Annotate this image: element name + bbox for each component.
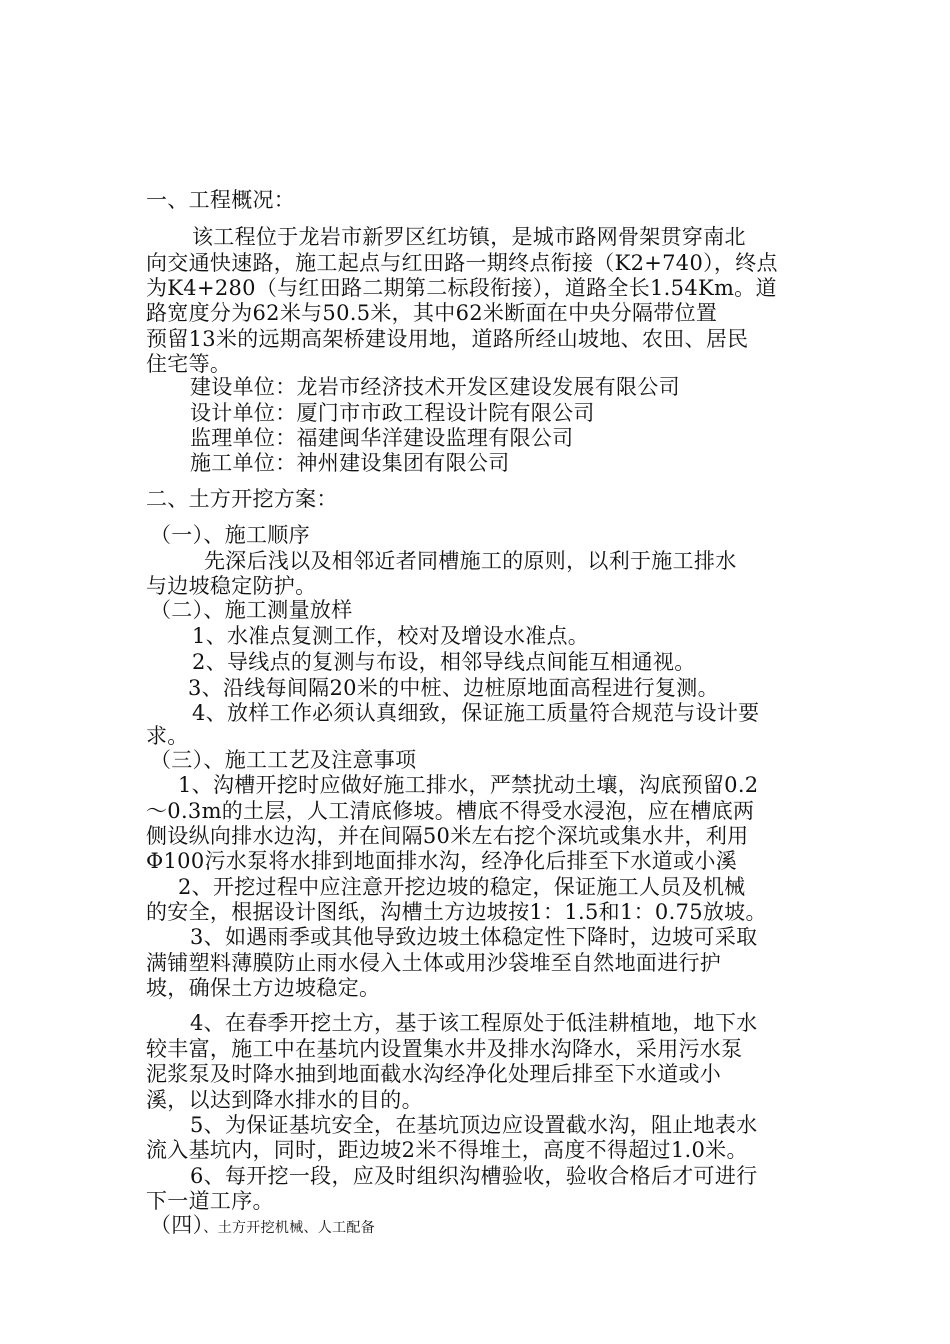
- paragraph-line: ～0.3m的土层，人工清底修坡。槽底不得受水浸泡，应在槽底两: [146, 799, 755, 823]
- paragraph-line: 2、导线点的复测与布设，相邻导线点间能互相通视。: [192, 650, 696, 674]
- paragraph-line: 泥浆泵及时降水抽到地面截水沟经净化处理后排至下水道或小: [146, 1062, 722, 1086]
- paragraph-line: 下一道工序。: [146, 1189, 274, 1213]
- unit-contractor: 施工单位：神州建设集团有限公司: [190, 451, 510, 475]
- paragraph-line: 3、如遇雨季或其他导致边坡土体稳定性下降时，边坡可采取: [190, 925, 758, 949]
- unit-design: 设计单位：厦门市市政工程设计院有限公司: [190, 401, 595, 425]
- paragraph-line: 4、放样工作必须认真细致，保证施工质量符合规范与设计要: [192, 701, 760, 725]
- paragraph-line: 1、沟槽开挖时应做好施工排水，严禁扰动土壤，沟底预留0.2: [178, 773, 759, 797]
- subsection-number: （四）: [150, 1213, 204, 1237]
- paragraph-line: 住宅等。: [146, 352, 232, 376]
- subsection-title-process: （三）、施工工艺及注意事项: [150, 748, 417, 772]
- paragraph-line: 为K4+280（与红田路二期第二标段衔接），道路全长1.54Km。道: [146, 276, 777, 300]
- subsection-title-machinery: [150, 1212, 375, 1238]
- paragraph-line: 满铺塑料薄膜防止雨水侵入土体或用沙袋堆至自然地面进行护: [146, 951, 722, 975]
- paragraph-line: 6、每开挖一段，应及时组织沟槽验收，验收合格后才可进行: [190, 1164, 758, 1188]
- paragraph-line: 较丰富，施工中在基坑内设置集水井及排水沟降水，采用污水泵: [146, 1037, 743, 1061]
- unit-supervision: 监理单位：福建闽华洋建设监理有限公司: [190, 426, 574, 450]
- paragraph-line: 1、水准点复测工作，校对及增设水准点。: [192, 624, 590, 648]
- unit-construction: 建设单位：龙岩市经济技术开发区建设发展有限公司: [190, 375, 680, 399]
- paragraph-line: 3、沿线每间隔20米的中桩、边桩原地面高程进行复测。: [188, 676, 719, 700]
- paragraph-line: 流入基坑内，同时，距边坡2米不得堆土，高度不得超过1.0米。: [146, 1138, 748, 1162]
- paragraph-line: 2、开挖过程中应注意开挖边坡的稳定，保证施工人员及机械: [178, 875, 746, 899]
- paragraph-line: 与边坡稳定防护。: [146, 574, 317, 598]
- section-heading-earthwork: 二、土方开挖方案：: [146, 487, 338, 511]
- paragraph-line: 5、为保证基坑安全，在基坑顶边应设置截水沟，阻止地表水: [190, 1113, 758, 1137]
- paragraph-line: Φ100污水泵将水排到地面排水沟，经净化后排至下水道或小溪: [146, 849, 737, 873]
- paragraph-line: 4、在春季开挖土方，基于该工程原处于低洼耕植地，地下水: [190, 1011, 758, 1035]
- paragraph-line: 侧设纵向排水边沟，并在间隔50米左右挖个深坑或集水井，利用: [146, 824, 749, 848]
- section-heading-overview: 一、工程概况：: [146, 188, 296, 212]
- paragraph-line: 溪，以达到降水排水的目的。: [146, 1088, 423, 1112]
- paragraph-line: 的安全，根据设计图纸，沟槽土方边坡按1：1.5和1：0.75放坡。: [146, 900, 767, 924]
- subsection-title-survey: （二）、施工测量放样: [150, 598, 353, 622]
- paragraph-line: 路宽度分为62米与50.5米，其中62米断面在中央分隔带位置: [146, 301, 718, 325]
- subsection-title-sequence: （一）、施工顺序: [150, 523, 310, 547]
- paragraph-line: 该工程位于龙岩市新罗区红坊镇，是城市路网骨架贯穿南北: [192, 225, 746, 249]
- paragraph-line: 坡，确保土方边坡稳定。: [146, 976, 381, 1000]
- paragraph-line: 求。: [146, 724, 189, 748]
- paragraph-line: 先深后浅以及相邻近者同槽施工的原则，以利于施工排水: [204, 549, 737, 573]
- paragraph-line: 向交通快速路，施工起点与红田路一期终点衔接（K2+740），终点: [146, 251, 778, 275]
- subsection-label: 、土方开挖机械、人工配备: [203, 1220, 376, 1236]
- paragraph-line: 预留13米的远期高架桥建设用地，道路所经山坡地、农田、居民: [146, 327, 749, 351]
